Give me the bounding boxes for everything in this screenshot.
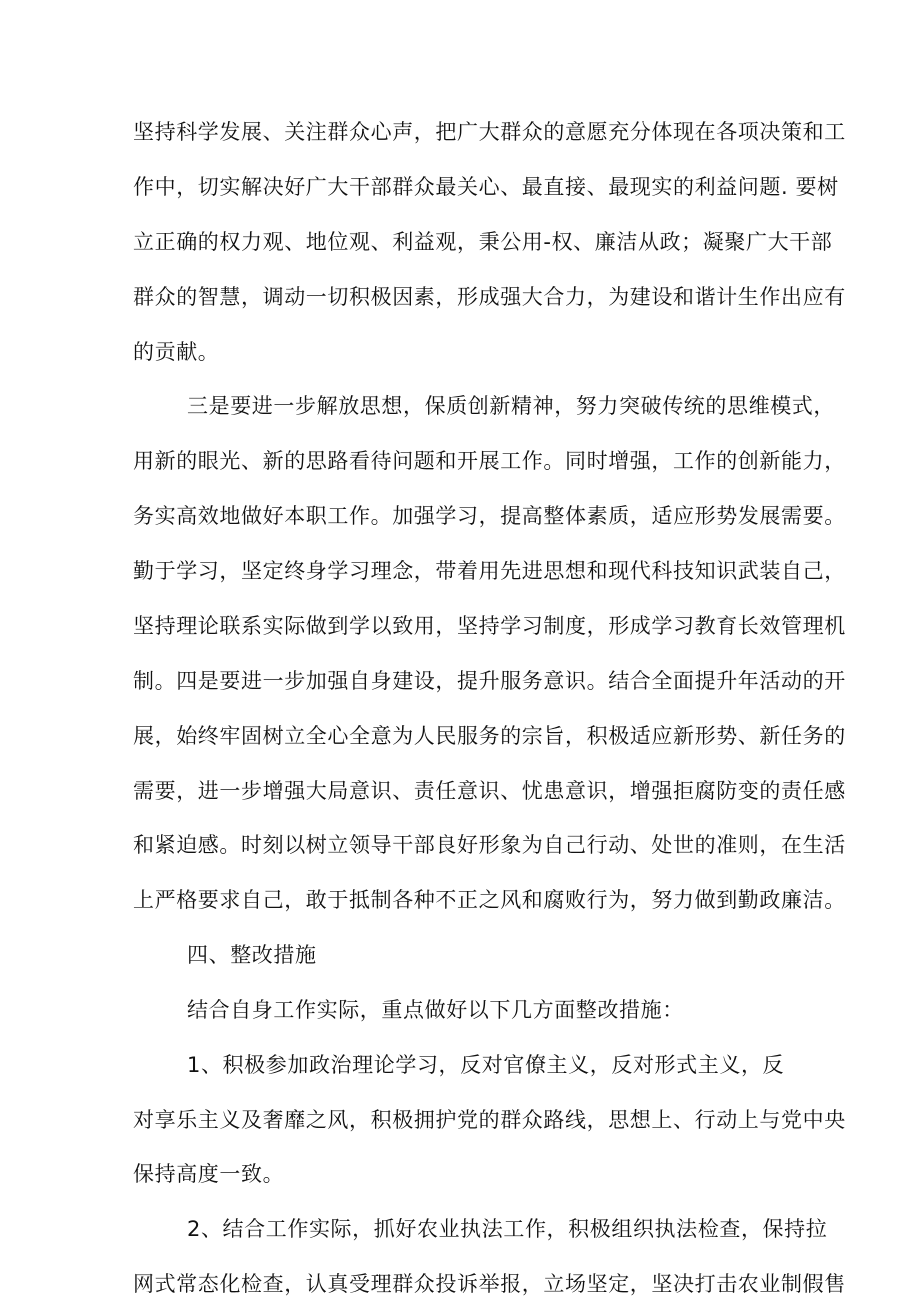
text-line: 上严格要求自己，敢于抵制各种不正之风和腐败行为，努力做到勤政廉洁。 (133, 888, 846, 912)
text-line: 坚持理论联系实际做到学以致用，坚持学习制度，形成学习教育长效管理机 (133, 614, 846, 638)
text-line: 2、结合工作实际，抓好农业执法工作，积极组织执法检查，保持拉 (187, 1217, 828, 1241)
text-line: 用新的眼光、新的思路看待问题和开展工作。同时增强，工作的创新能力， (133, 449, 846, 473)
text-line: 三是要进一步解放思想，保质创新精神，努力突破传统的思维模式， (187, 394, 835, 418)
text-line: 作中，切实解决好广大干部群众最关心、最直接、最现实的利益问题. 要树 (133, 175, 839, 199)
text-line: 坚持科学发展、关注群众心声，把广大群众的意愿充分体现在各项决策和工 (133, 120, 846, 144)
text-line: 立正确的权力观、地位观、利益观，秉公用-权、廉洁从政；凝聚广大干部 (133, 230, 833, 254)
text-line: 需要，进一步增强大局意识、责任意识、忧患意识，增强拒腐防变的责任感 (133, 779, 846, 803)
text-line: 结合自身工作实际，重点做好以下几方面整改措施： (187, 998, 684, 1022)
text-line: 的贡献。 (133, 340, 220, 364)
text-line: 保持高度一致。 (133, 1162, 285, 1186)
text-line: 群众的智慧，调动一切积极因素，形成强大合力，为建设和谐计生作出应有 (133, 285, 846, 309)
text-line: 1、积极参加政治理论学习，反对官僚主义，反对形式主义，反 (187, 1053, 785, 1077)
text-line: 对享乐主义及奢靡之风，积极拥护党的群众路线，思想上、行动上与党中央 (133, 1108, 846, 1132)
text-line: 网式常态化检查，认真受理群众投诉举报，立场坚定，坚决打击农业制假售 (133, 1272, 846, 1296)
text-line: 和紧迫感。时刻以树立领导干部良好形象为自己行动、处世的准则，在生活 (133, 833, 846, 857)
text-line: 制。四是要进一步加强自身建设，提升服务意识。结合全面提升年活动的开 (133, 669, 846, 693)
text-line: 勤于学习，坚定终身学习理念，带着用先进思想和现代科技知识武装自己， (133, 559, 846, 583)
text-line: 展，始终牢固树立全心全意为人民服务的宗旨，积极适应新形势、新任务的 (133, 724, 846, 748)
text-line: 务实高效地做好本职工作。加强学习，提高整体素质，适应形势发展需要。 (133, 504, 846, 528)
section-heading: 四、整改措施 (187, 943, 317, 967)
